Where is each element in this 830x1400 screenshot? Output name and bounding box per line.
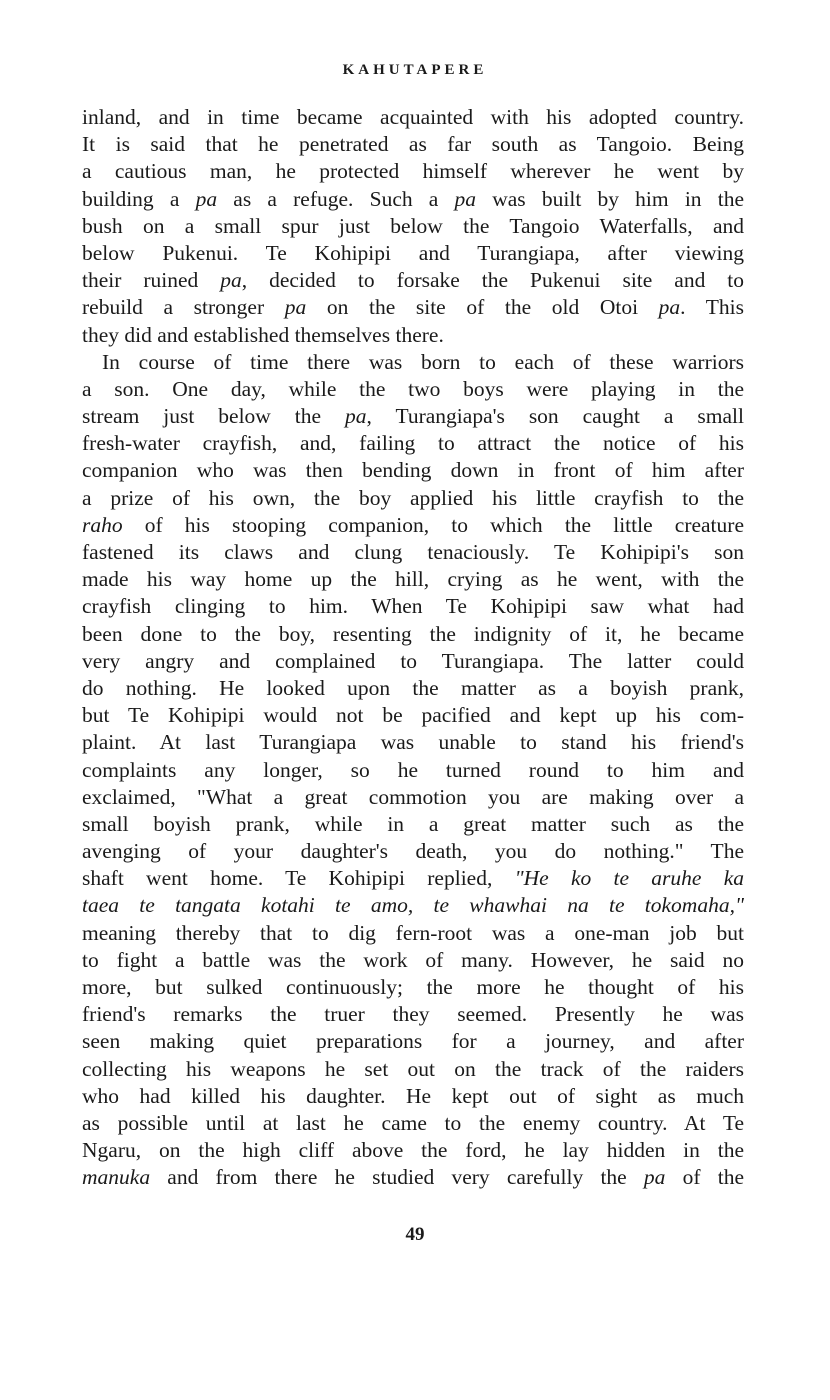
text-line: Ngaru, on the high cliff above the ford, he lay hidden in the xyxy=(82,1138,744,1163)
text-line: made his way home up the hill, crying as he went, with the xyxy=(82,567,744,592)
text-line: stream just below the pa, Turangiapa's son caught a small xyxy=(82,404,744,429)
text-line: raho of his stooping companion, to which the little creature xyxy=(82,512,744,537)
text-line: their ruined pa, decided to forsake the Pukenui site and to xyxy=(82,268,744,293)
text-line: collecting his weapons he set out on the track of the raiders xyxy=(82,1056,744,1081)
text-line: below Pukenui. Te Kohipipi and Turangiapa, after viewing xyxy=(82,240,744,265)
text-line: to fight a battle was the work of many. However, he said no xyxy=(82,947,744,972)
text-line: very angry and complained to Turangiapa. The latter could xyxy=(82,648,744,673)
text-line: manuka and from there he studied very carefully the pa of the xyxy=(82,1165,744,1190)
text-line: small boyish prank, while in a great matter such as the xyxy=(82,811,744,836)
text-line: seen making quiet preparations for a journey, and after xyxy=(82,1029,744,1054)
text-line: but Te Kohipipi would not be pacified and kept up his com- xyxy=(82,703,744,728)
text-line: exclaimed, "What a great commotion you are making over a xyxy=(82,784,744,809)
text-line: a son. One day, while the two boys were playing in the xyxy=(82,376,744,401)
text-line: they did and established themselves there. xyxy=(82,322,444,347)
text-line: In course of time there was born to each of these warriors xyxy=(102,349,744,374)
body-text xyxy=(82,104,744,1192)
text-line: avenging of your daughter's death, you do nothing." The xyxy=(82,839,744,864)
text-line: fresh-water crayfish, and, failing to attract the notice of his xyxy=(82,431,744,456)
text-line: inland, and in time became acquainted with his adopted country. xyxy=(82,105,744,129)
page-number: 49 xyxy=(405,1224,425,1245)
text-line: complaints any longer, so he turned round to him and xyxy=(82,757,744,782)
text-line: meaning thereby that to dig fern-root was a one-man job but xyxy=(82,920,744,945)
text-line: who had killed his daughter. He kept out of sight as much xyxy=(82,1083,744,1108)
text-line: do nothing. He looked upon the matter as a boyish prank, xyxy=(82,675,744,700)
text-line: plaint. At last Turangiapa was unable to stand his friend's xyxy=(82,730,744,755)
text-line: been done to the boy, resenting the indignity of it, he became xyxy=(82,621,744,646)
text-line: crayfish clinging to him. When Te Kohipipi saw what had xyxy=(82,594,744,619)
text-line: shaft went home. Te Kohipipi replied, "He ko te aruhe ka xyxy=(82,866,744,891)
text-line: rebuild a stronger pa on the site of the old Otoi pa. This xyxy=(82,295,744,320)
text-line: friend's remarks the truer they seemed. Presently he was xyxy=(82,1002,744,1027)
text-line: as possible until at last he came to the enemy country. At Te xyxy=(82,1110,744,1135)
text-line: a cautious man, he protected himself wherever he went by xyxy=(82,159,744,184)
text-line: building a pa as a refuge. Such a pa was built by him in the xyxy=(82,186,744,211)
text-line: more, but sulked continuously; the more he thought of his xyxy=(82,975,744,999)
text-line: fastened its claws and clung tenaciously. Te Kohipipi's son xyxy=(82,540,744,564)
text-line: a prize of his own, the boy applied his little crayfish to the xyxy=(82,485,744,510)
running-head: KAHUTAPERE xyxy=(342,62,488,78)
text-line: companion who was then bending down in front of him after xyxy=(82,458,744,483)
text-line: taea te tangata kotahi te amo, te whawhai na te tokomaha," xyxy=(82,893,744,918)
text-line: bush on a small spur just below the Tangoio Waterfalls, and xyxy=(82,213,744,238)
text-line: It is said that he penetrated as far south as Tangoio. Being xyxy=(82,132,744,157)
